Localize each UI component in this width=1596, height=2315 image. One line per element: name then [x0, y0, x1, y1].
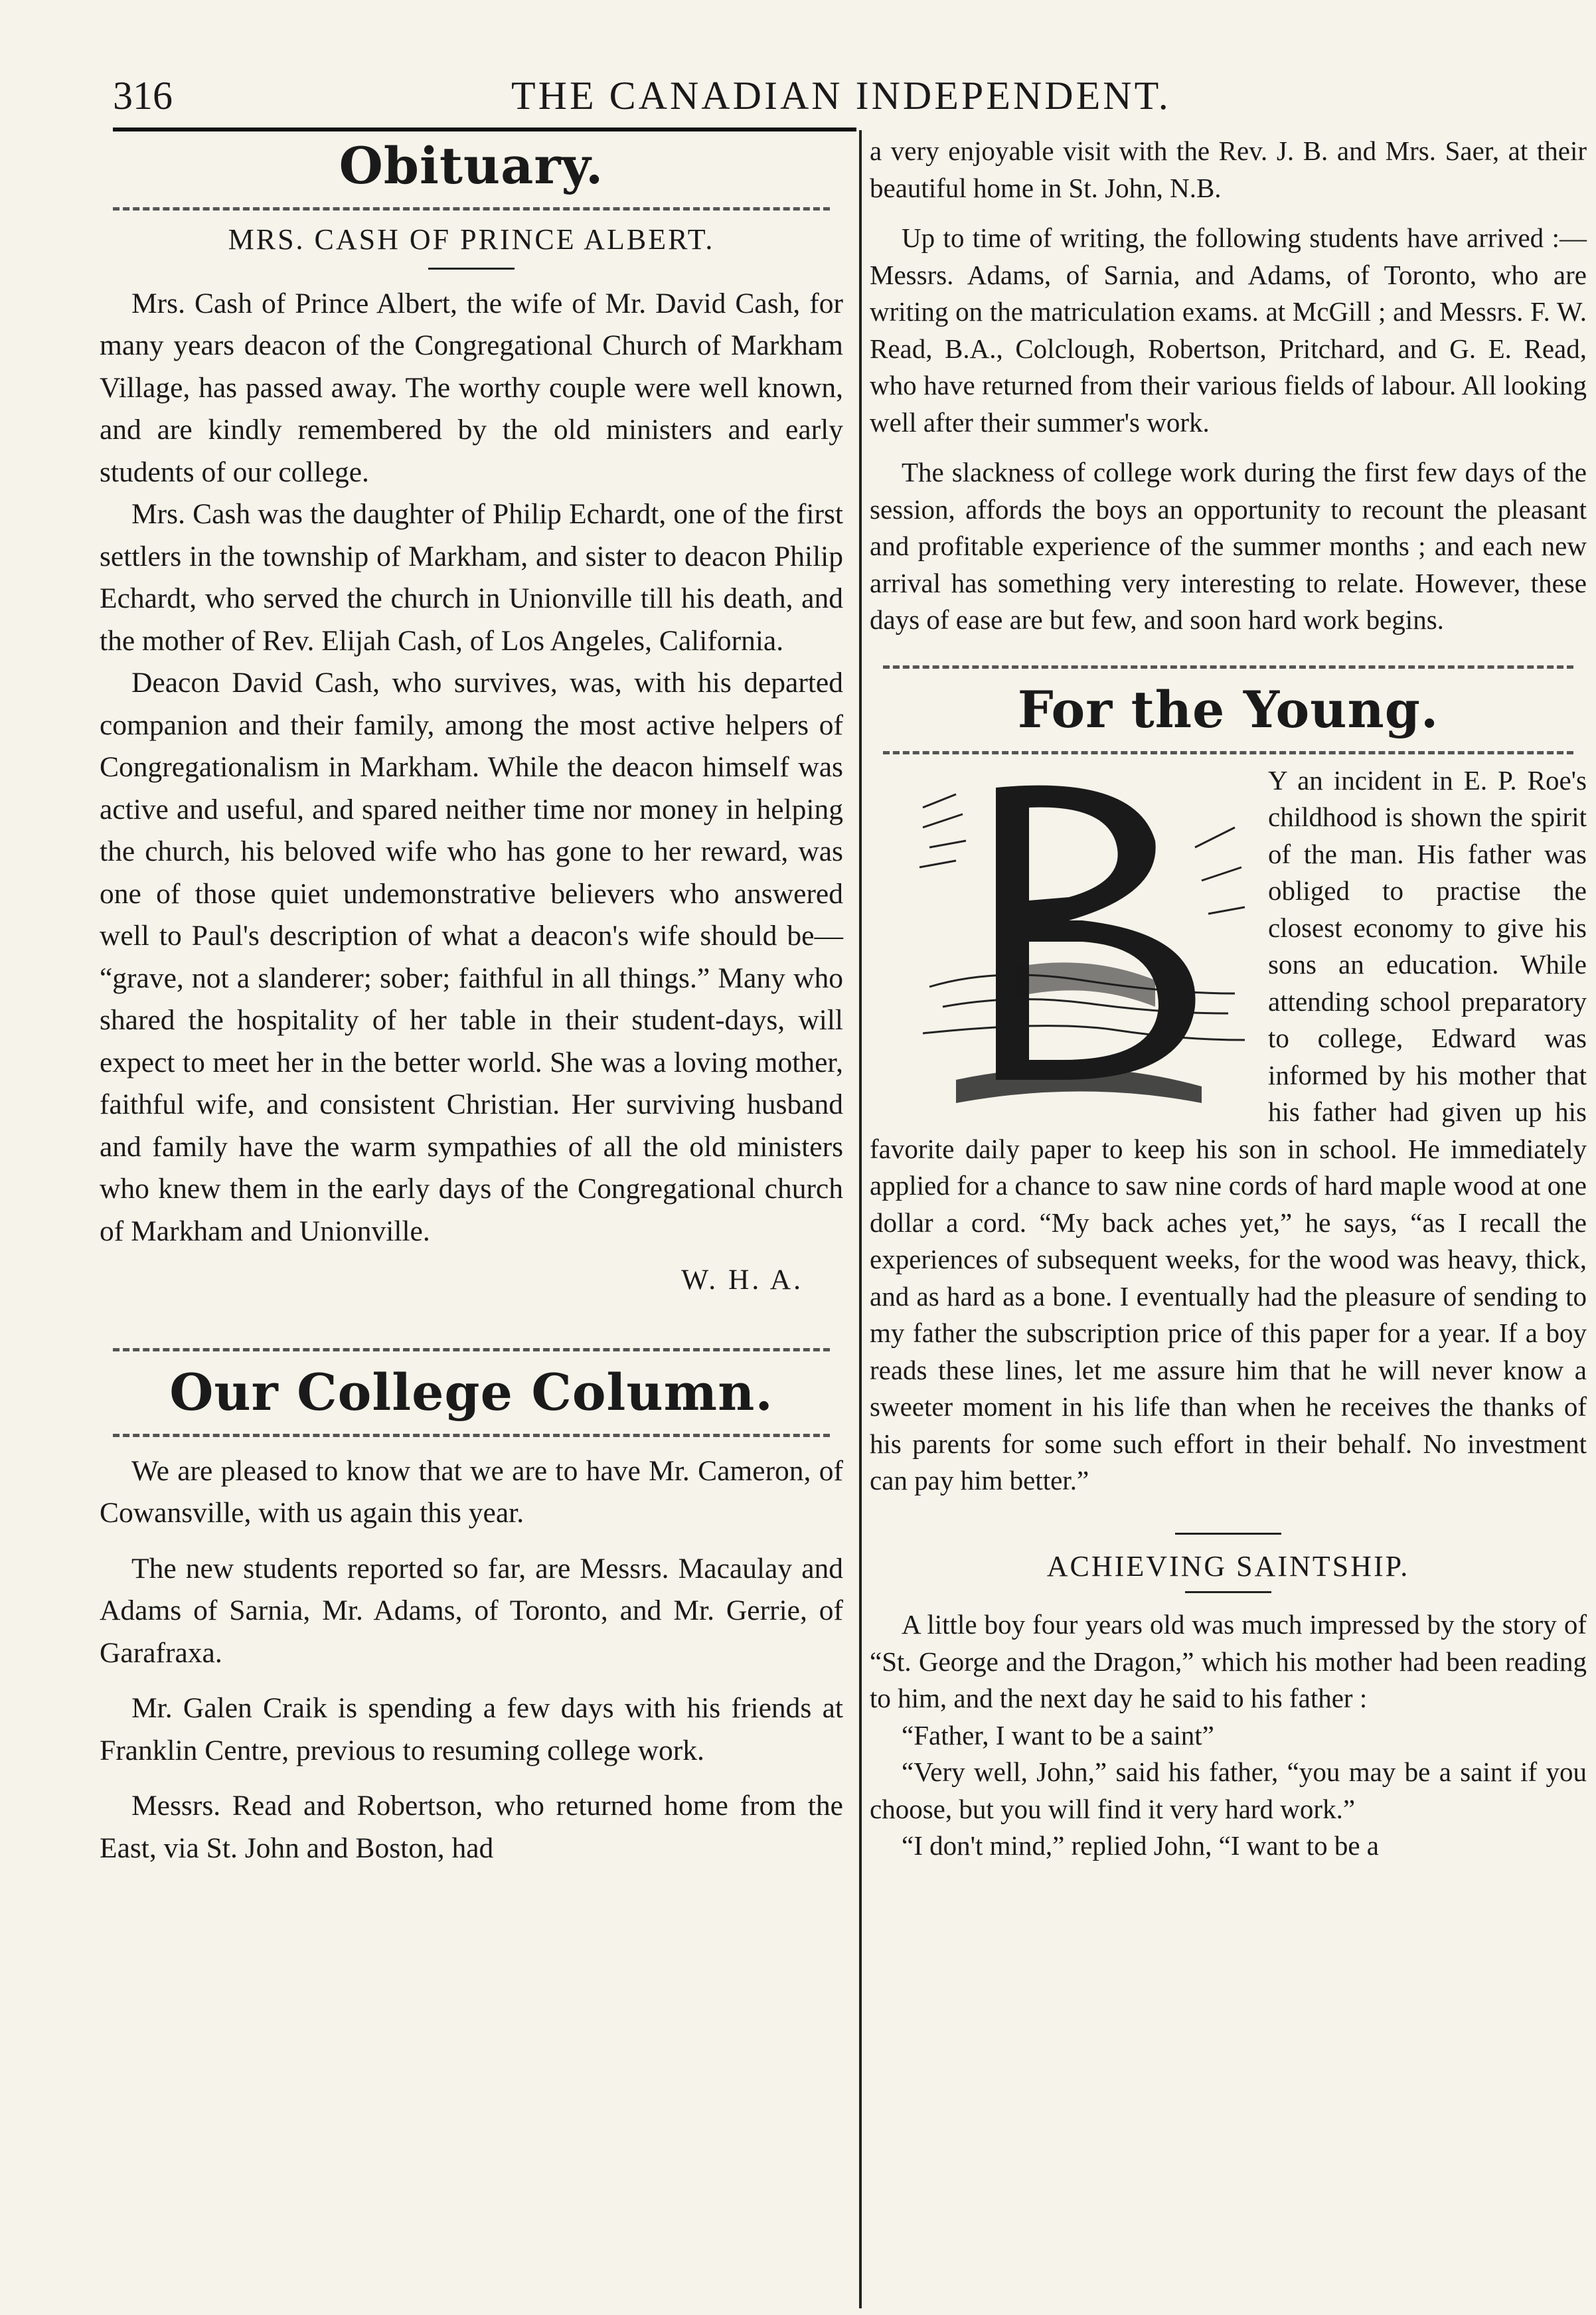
page-number: 316: [113, 74, 173, 118]
header-rule: [113, 128, 856, 131]
short-rule: [1175, 1533, 1281, 1535]
short-rule: [1185, 1591, 1271, 1593]
saintship-paragraph: “Father, I want to be a saint”: [902, 1719, 1214, 1751]
college-paragraph: The new students reported so far, are Messrs. Macaulay and Adams of Sarnia, Mr. Adams, of Toronto, and Mr. Gerrie, of Garafraxa.: [100, 1552, 843, 1669]
short-rule: [428, 268, 515, 270]
young-story-body: Y an incident in E. P. Roe's childhood is shown the spirit of the man. His father was obliged to practise the closest economy to give his sons an education. While attending school preparatory to college, Edward was informed by his mother that his father had given up his favorite daily paper to keep his son in school. He immediately applied for a chance to saw nine cords of hard maple wood at one dollar a cord. “My back aches yet,” he says, “as I recall the experiences of subsequent weeks, for the wood was heavy, thick, and as hard as a bone. I eventually had the pleasure of sending to my father the subscription price of this paper for a year. If a boy reads these lines, let me assure him that he will never know a sweeter moment in his life than when he receives the thanks of his parents for some such effort in their behalf. No investment can pay him better.”: [870, 764, 1587, 1496]
left-column: [100, 133, 843, 1869]
section-rule: [113, 1348, 830, 1351]
young-story: [870, 762, 1587, 1500]
college-paragraph: Mr. Galen Craik is spending a few days with his friends at Franklin Centre, previous to resuming college work.: [100, 1692, 843, 1766]
saintship-subheading: ACHIEVING SAINTSHIP.: [1046, 1549, 1410, 1583]
obituary-paragraph: Mrs. Cash of Prince Albert, the wife of Mr. David Cash, for many years deacon of the Congregational Church of Markham Village, has passed away. The worthy couple were well known, and are kindly remembered by the old ministers and early students of our college.: [100, 287, 843, 488]
college-paragraph: Up to time of writing, the following students have arrived :—Messrs. Adams, of Sarnia, and Adams, of Toronto, who are writing on the matriculation exams. at McGill ; and Messrs. F. W. Read, B.A., Colclough, Robertson, Pritchard, and G. E. Read, who have returned from their various fields of labour. All looking well after their summer's work.: [870, 222, 1587, 438]
obituary-subheading: MRS. CASH OF PRINCE ALBERT.: [228, 223, 715, 256]
obituary-signature: W. H. A.: [681, 1264, 803, 1296]
page-header: [113, 66, 1580, 120]
section-rule: [883, 751, 1573, 754]
decorative-initial-b-icon: [916, 768, 1248, 1113]
running-title: THE CANADIAN INDEPENDENT.: [511, 74, 1171, 118]
obituary-paragraph: Mrs. Cash was the daughter of Philip Echardt, one of the first settlers in the township of Markham, and sister to deacon Philip Echardt, who served the church in Unionville till his death, and the mother of Rev. Elijah Cash, of Los Angeles, California.: [100, 498, 843, 657]
saintship-paragraph: “Very well, John,” said his father, “you may be a saint if you choose, but you will find it very hard work.”: [870, 1757, 1587, 1824]
college-heading: Our College Column.: [169, 1362, 773, 1422]
saintship-paragraph: A little boy four years old was much impressed by the story of “St. George and the Dragon,” which his mother had been reading to him, and the next day he said to his father :: [870, 1609, 1587, 1713]
section-rule: [113, 207, 830, 211]
college-paragraph: The slackness of college work during the first few days of the session, affords the boys an opportunity to recount the pleasant and profitable experience of the summer months ; and each new arrival has something very interesting to relate. However, these days of ease are but few, and soon hard work begins.: [870, 457, 1587, 635]
section-rule: [113, 1434, 830, 1437]
college-paragraph-continued: a very enjoyable visit with the Rev. J. B. and Mrs. Saer, at their beautiful home in St. John, N.B.: [870, 135, 1587, 203]
obituary-heading: Obituary.: [339, 136, 604, 195]
right-column: [870, 133, 1587, 1865]
section-rule: [883, 665, 1573, 669]
column-divider: [859, 130, 862, 2308]
obituary-paragraph: Deacon David Cash, who survives, was, with his departed companion and their family, among the most active helpers of Congregationalism in Markham. While the deacon himself was active and useful, and spared neither time nor money in helping the church, his beloved wife who has gone to her reward, was one of those quiet undemonstrative believers who answered well to Paul's description of what a deacon's wife should be— “grave, not a slanderer; sober; faithful in all things.” Many who shared the hospitality of her table in their student-days, will expect to meet her in the better world. She was a loving mother, faithful wife, and consistent Christian. Her surviving husband and family have the warm sympathies of all the old ministers who knew them in the early days of the Congregational church of Markham and Unionville.: [100, 667, 843, 1247]
young-heading: For the Young.: [1017, 679, 1439, 739]
college-paragraph: Messrs. Read and Robertson, who returned home from the East, via St. John and Boston, had: [100, 1790, 843, 1864]
college-paragraph: We are pleased to know that we are to have Mr. Cameron, of Cowansville, with us again this year.: [100, 1454, 843, 1529]
saintship-paragraph: “I don't mind,” replied John, “I want to be a: [902, 1830, 1379, 1861]
